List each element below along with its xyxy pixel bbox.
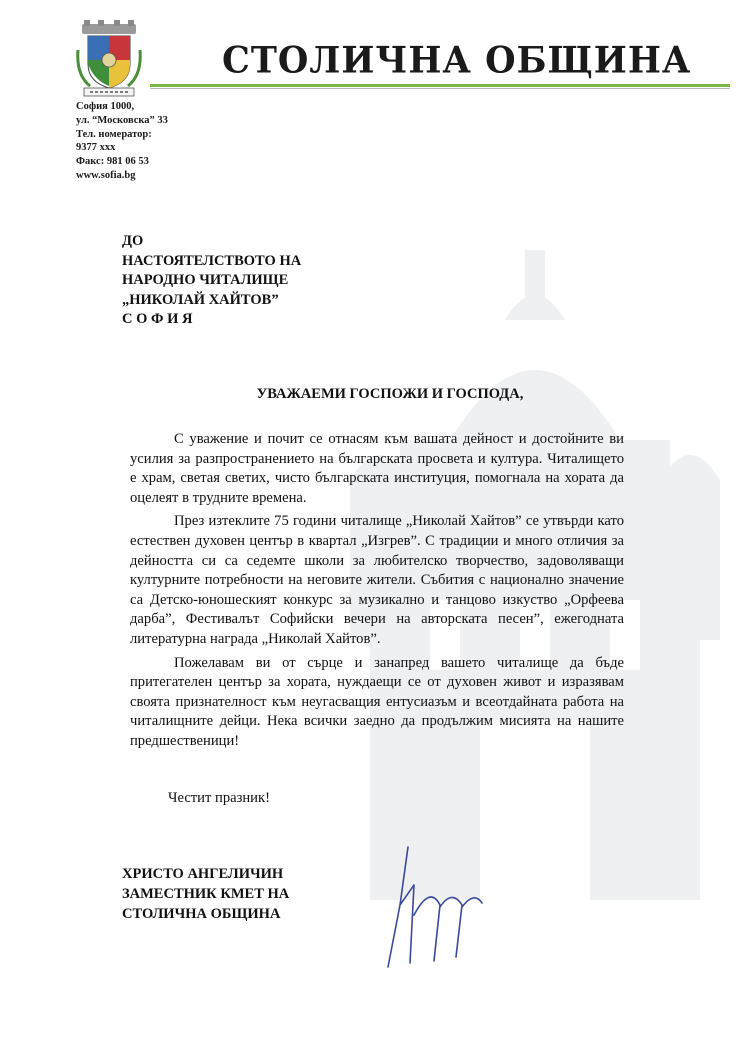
contact-phone: 9377 xxx (76, 142, 116, 154)
organization-title: СТОЛИЧНА ОБЩИНА (222, 38, 692, 83)
contact-website: www.sofia.bg (76, 169, 136, 181)
addressee-line: ДО (122, 233, 144, 249)
contact-block (76, 100, 168, 183)
addressee-line: „НИКОЛАЙ ХАЙТОВ” (122, 291, 279, 308)
closing-greeting: Честит празник! (168, 790, 270, 806)
contact-city: София 1000, (76, 101, 135, 112)
header-divider-green (150, 84, 730, 87)
signatory-name: ХРИСТО АНГЕЛИЧИН (122, 866, 284, 882)
signatory-organization: СТОЛИЧНА ОБЩИНА (122, 906, 281, 922)
body-paragraph: Пожелавам ви от сърце и занапред вашето читалище да бъде притегателен център за хората, нуждаещи се от духовен живот и изразявам своята признателност към неугасващия ентусиазъм и всеотдайната работа на читалищните дейци. Нека всички заедно да продължим мисията на нашите предшественици! (130, 654, 624, 749)
addressee-line: НАСТОЯТЕЛСТВОТО НА (122, 252, 302, 269)
handwritten-signature (370, 845, 490, 975)
signatory-block (122, 864, 289, 924)
sofia-coat-of-arms-logo (76, 20, 142, 98)
addressee-line: НАРОДНО ЧИТАЛИЩЕ (122, 272, 289, 288)
signatory-title: ЗАМЕСТНИК КМЕТ НА (122, 886, 290, 902)
contact-fax: Факс: 981 06 53 (76, 156, 149, 168)
contact-street: ул. “Московска” 33 (76, 114, 168, 126)
addressee-block (122, 232, 301, 330)
letter-body (130, 430, 624, 756)
addressee-city: С О Ф И Я (122, 311, 193, 327)
contact-phone-label: Тел. номератор: (76, 128, 152, 140)
body-paragraph: С уважение и почит се отнасям към вашата дейност и достойните ви усилия за разпространението на българската просвета и култура. Читалището е храм, светая светих, чисто българската институция, помогнала на хората да оцелеят в трудните времена. (130, 431, 624, 506)
body-paragraph: През изтеклите 75 години читалище „Николай Хайтов” се утвърди като естествен духовен център в квартал „Изгрев”. С традиции и много отличия за дейността си са седемте школи за любителско творчество, задоволяващи културните потребности на неговите жители. Събития с национално значение са Детско-юношеският конкурс за музикално и танцово изкуство „Орфеева дарба”, Фестивалът Софийски вечери на авторската песен”, ежегодната литературна награда „Николай Хайтов”. (130, 513, 624, 647)
salutation: УВАЖАЕМИ ГОСПОЖИ И ГОСПОДА, (256, 386, 524, 402)
header-divider-grey (150, 88, 730, 89)
